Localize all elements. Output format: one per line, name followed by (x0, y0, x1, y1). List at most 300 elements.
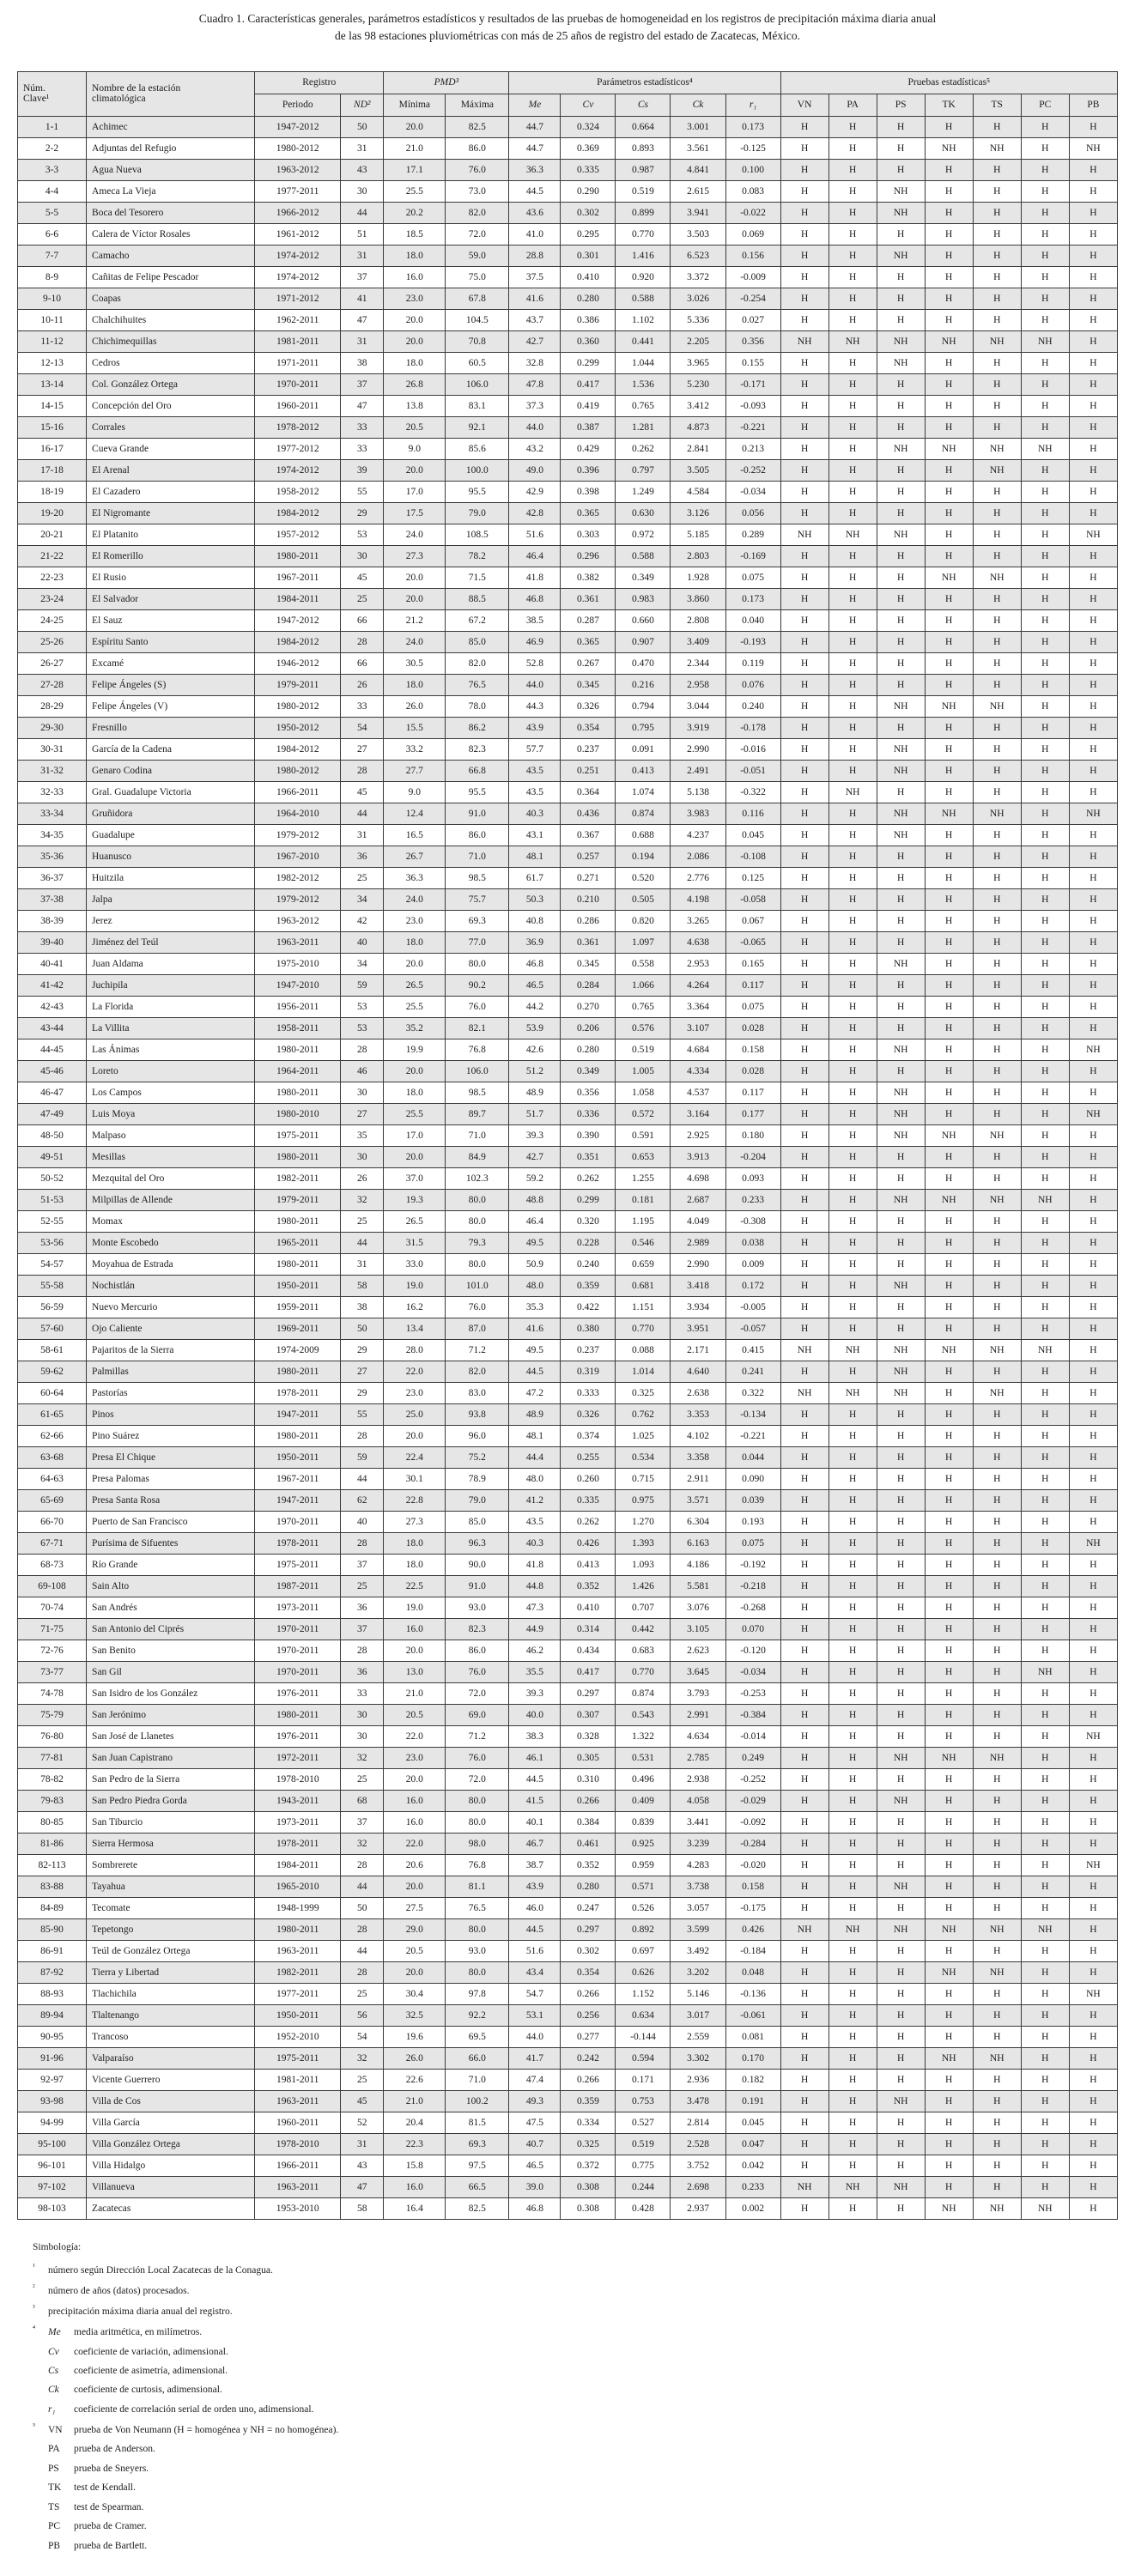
ck-cell: 3.752 (671, 2155, 725, 2176)
vn-result-cell: H (780, 2069, 828, 2090)
cv-cell: 0.296 (561, 545, 616, 567)
periodo-cell: 1974-2012 (255, 245, 341, 266)
vn-result-cell: H (780, 1446, 828, 1468)
periodo-cell: 1965-2010 (255, 1876, 341, 1897)
ts-result-cell: H (973, 416, 1021, 438)
tk-result-cell: H (925, 116, 973, 137)
nd-cell: 40 (341, 1511, 384, 1532)
table-row (18, 888, 1118, 910)
station-clave-cell: 48-50 (18, 1124, 87, 1146)
station-clave-cell: 81-86 (18, 1833, 87, 1854)
cv-cell: 0.359 (561, 1275, 616, 1296)
pa-result-cell: H (828, 1124, 877, 1146)
cs-cell: 0.470 (616, 652, 671, 674)
periodo-cell: 1980-2011 (255, 1918, 341, 1940)
vn-result-cell: H (780, 1425, 828, 1446)
station-name-cell: Zacatecas (87, 2197, 255, 2219)
vn-result-cell: H (780, 1768, 828, 1790)
vn-result-cell: H (780, 1039, 828, 1060)
periodo-cell: 1974-2012 (255, 459, 341, 481)
cv-cell: 0.305 (561, 1747, 616, 1768)
pc-result-cell: H (1021, 1897, 1069, 1918)
pmd-minima-cell: 17.0 (384, 1124, 446, 1146)
station-name-cell: San Pedro Piedra Gorda (87, 1790, 255, 1811)
vn-result-cell: H (780, 1253, 828, 1275)
cv-cell: 0.461 (561, 1833, 616, 1854)
footnote-line (33, 2280, 1118, 2300)
me-cell: 50.9 (509, 1253, 561, 1275)
tk-result-cell: H (925, 1768, 973, 1790)
station-name-cell: El Platanito (87, 524, 255, 545)
tk-result-cell: H (925, 1039, 973, 1060)
periodo-cell: 1947-2011 (255, 1403, 341, 1425)
vn-result-cell: H (780, 545, 828, 567)
ts-result-cell: NH (973, 330, 1021, 352)
periodo-cell: 1980-2011 (255, 1039, 341, 1060)
footnote-text: número según Dirección Local Zacatecas de la Conagua. (48, 2264, 273, 2276)
ps-result-cell: H (877, 1725, 925, 1747)
pb-result-cell: H (1069, 1339, 1117, 1361)
pc-result-cell: H (1021, 996, 1069, 1017)
station-clave-cell: 64-63 (18, 1468, 87, 1489)
pb-result-cell: H (1069, 1768, 1117, 1790)
ps-result-cell: H (877, 974, 925, 996)
ck-cell: 2.937 (671, 2197, 725, 2219)
pa-result-cell: H (828, 974, 877, 996)
station-name-cell: San Benito (87, 1640, 255, 1661)
pb-result-cell: H (1069, 502, 1117, 524)
vn-result-cell: H (780, 1232, 828, 1253)
table-row (18, 2197, 1118, 2219)
nd-cell: 31 (341, 330, 384, 352)
ck-cell: 3.571 (671, 1489, 725, 1511)
footnote-line (33, 2537, 1118, 2555)
ts-result-cell: H (973, 1983, 1021, 2004)
pb-result-cell: NH (1069, 1854, 1117, 1876)
ts-result-cell: H (973, 1146, 1021, 1167)
table-row (18, 1575, 1118, 1597)
ts-result-cell: H (973, 1060, 1021, 1082)
tk-result-cell: H (925, 1854, 973, 1876)
pmd-maxima-cell: 66.0 (446, 2047, 509, 2069)
me-cell: 41.5 (509, 1790, 561, 1811)
ck-cell: 3.107 (671, 1017, 725, 1039)
station-clave-cell: 37-38 (18, 888, 87, 910)
nd-cell: 47 (341, 395, 384, 416)
header-nd: ND² (341, 94, 384, 116)
me-cell: 49.5 (509, 1339, 561, 1361)
ck-cell: 2.528 (671, 2133, 725, 2155)
tk-result-cell: NH (925, 1124, 973, 1146)
ps-result-cell: NH (877, 1876, 925, 1897)
cv-cell: 0.374 (561, 1425, 616, 1446)
me-cell: 46.2 (509, 1640, 561, 1661)
station-clave-cell: 15-16 (18, 416, 87, 438)
station-clave-cell: 60-64 (18, 1382, 87, 1403)
vn-result-cell: H (780, 1103, 828, 1124)
r1-cell: 0.155 (725, 352, 780, 373)
me-cell: 48.1 (509, 1425, 561, 1446)
pc-result-cell: H (1021, 481, 1069, 502)
pmd-minima-cell: 25.5 (384, 996, 446, 1017)
station-name-cell: Los Campos (87, 1082, 255, 1103)
pmd-maxima-cell: 71.0 (446, 1124, 509, 1146)
pc-result-cell: H (1021, 1790, 1069, 1811)
me-cell: 46.8 (509, 588, 561, 609)
pmd-minima-cell: 20.0 (384, 459, 446, 481)
station-name-cell: Pino Suárez (87, 1425, 255, 1446)
cs-cell: 0.626 (616, 1961, 671, 1983)
periodo-cell: 1965-2011 (255, 1232, 341, 1253)
footnotes-heading: Simbología: (33, 2241, 82, 2252)
footnotes-section (17, 2242, 1118, 2555)
station-clave-cell: 82-113 (18, 1854, 87, 1876)
pmd-maxima-cell: 60.5 (446, 352, 509, 373)
pb-result-cell: H (1069, 609, 1117, 631)
cv-cell: 0.260 (561, 1468, 616, 1489)
station-clave-cell: 71-75 (18, 1618, 87, 1640)
nd-cell: 66 (341, 609, 384, 631)
station-name-cell: Villanueva (87, 2176, 255, 2197)
pb-result-cell: H (1069, 846, 1117, 867)
header-pa: PA (828, 94, 877, 116)
r1-cell: 0.289 (725, 524, 780, 545)
pmd-minima-cell: 18.5 (384, 223, 446, 245)
tk-result-cell: H (925, 609, 973, 631)
ps-result-cell: H (877, 502, 925, 524)
periodo-cell: 1956-2011 (255, 996, 341, 1017)
r1-cell: 0.038 (725, 1232, 780, 1253)
cs-cell: 0.572 (616, 1103, 671, 1124)
me-cell: 42.7 (509, 330, 561, 352)
cs-cell: 1.097 (616, 931, 671, 953)
nd-cell: 68 (341, 1790, 384, 1811)
tk-result-cell: H (925, 588, 973, 609)
me-cell: 48.8 (509, 1189, 561, 1210)
table-row (18, 395, 1118, 416)
cs-cell: 0.442 (616, 1618, 671, 1640)
pb-result-cell: H (1069, 1575, 1117, 1597)
ts-result-cell: H (973, 2133, 1021, 2155)
nd-cell: 30 (341, 180, 384, 202)
cs-cell: 0.527 (616, 2112, 671, 2133)
pmd-minima-cell: 20.0 (384, 330, 446, 352)
station-name-cell: Villa Hidalgo (87, 2155, 255, 2176)
nd-cell: 53 (341, 996, 384, 1017)
ck-cell: 3.353 (671, 1403, 725, 1425)
cv-cell: 0.267 (561, 652, 616, 674)
cv-cell: 0.326 (561, 695, 616, 717)
pa-result-cell: H (828, 1060, 877, 1082)
table-row (18, 1790, 1118, 1811)
table-row (18, 609, 1118, 631)
cs-cell: 0.899 (616, 202, 671, 223)
ts-result-cell: H (973, 2026, 1021, 2047)
periodo-cell: 1964-2010 (255, 803, 341, 824)
ck-cell: 2.953 (671, 953, 725, 974)
cs-cell: 0.653 (616, 1146, 671, 1167)
pmd-minima-cell: 22.6 (384, 2069, 446, 2090)
station-clave-cell: 70-74 (18, 1597, 87, 1618)
cv-cell: 0.384 (561, 1811, 616, 1833)
pa-result-cell: H (828, 2112, 877, 2133)
pmd-maxima-cell: 82.5 (446, 116, 509, 137)
nd-cell: 32 (341, 2047, 384, 2069)
station-clave-cell: 7-7 (18, 245, 87, 266)
tk-result-cell: H (925, 352, 973, 373)
periodo-cell: 1980-2011 (255, 1361, 341, 1382)
ck-cell: 2.808 (671, 609, 725, 631)
station-name-cell: Cedros (87, 352, 255, 373)
pc-result-cell: H (1021, 2176, 1069, 2197)
pa-result-cell: H (828, 738, 877, 760)
nd-cell: 28 (341, 1532, 384, 1554)
ps-result-cell: H (877, 223, 925, 245)
cs-cell: 1.066 (616, 974, 671, 996)
cv-cell: 0.349 (561, 1060, 616, 1082)
ck-cell: 3.239 (671, 1833, 725, 1854)
me-cell: 42.8 (509, 502, 561, 524)
cv-cell: 0.351 (561, 1146, 616, 1167)
ts-result-cell: NH (973, 2047, 1021, 2069)
pb-result-cell: H (1069, 674, 1117, 695)
nd-cell: 28 (341, 1854, 384, 1876)
cv-cell: 0.390 (561, 1124, 616, 1146)
nd-cell: 29 (341, 1382, 384, 1403)
pc-result-cell: H (1021, 1704, 1069, 1725)
pmd-maxima-cell: 101.0 (446, 1275, 509, 1296)
tk-result-cell: H (925, 373, 973, 395)
table-row (18, 116, 1118, 137)
station-name-cell: San Tiburcio (87, 1811, 255, 1833)
ts-result-cell: H (973, 931, 1021, 953)
pmd-maxima-cell: 76.8 (446, 1039, 509, 1060)
periodo-cell: 1977-2011 (255, 1983, 341, 2004)
cv-cell: 0.299 (561, 1189, 616, 1210)
vn-result-cell: H (780, 1532, 828, 1554)
ck-cell: 6.304 (671, 1511, 725, 1532)
table-row (18, 1983, 1118, 2004)
cv-cell: 0.319 (561, 1361, 616, 1382)
pmd-minima-cell: 20.0 (384, 1961, 446, 1983)
vn-result-cell: H (780, 223, 828, 245)
station-name-cell: Trancoso (87, 2026, 255, 2047)
pc-result-cell: H (1021, 1940, 1069, 1961)
pc-result-cell: H (1021, 1361, 1069, 1382)
me-cell: 43.2 (509, 438, 561, 459)
table-row (18, 438, 1118, 459)
pb-result-cell: H (1069, 1082, 1117, 1103)
pmd-maxima-cell: 100.2 (446, 2090, 509, 2112)
pc-result-cell: H (1021, 1983, 1069, 2004)
cs-cell: 1.249 (616, 481, 671, 502)
periodo-cell: 1977-2012 (255, 438, 341, 459)
ts-result-cell: H (973, 1082, 1021, 1103)
ck-cell: 4.638 (671, 931, 725, 953)
pmd-minima-cell: 26.5 (384, 1210, 446, 1232)
pc-result-cell: H (1021, 1318, 1069, 1339)
pmd-minima-cell: 22.0 (384, 1833, 446, 1854)
header-cv: Cv (561, 94, 616, 116)
pc-result-cell: H (1021, 545, 1069, 567)
ps-result-cell: NH (877, 695, 925, 717)
cv-cell: 0.299 (561, 352, 616, 373)
me-cell: 38.7 (509, 1854, 561, 1876)
station-name-cell: Ojo Caliente (87, 1318, 255, 1339)
vn-result-cell: H (780, 1704, 828, 1725)
periodo-cell: 1948-1999 (255, 1897, 341, 1918)
vn-result-cell: H (780, 137, 828, 159)
cs-cell: 0.534 (616, 1446, 671, 1468)
ck-cell: 4.841 (671, 159, 725, 180)
pc-result-cell: H (1021, 846, 1069, 867)
cv-cell: 0.386 (561, 309, 616, 330)
footnote-abbr: TS (48, 2501, 60, 2512)
pc-result-cell: H (1021, 1382, 1069, 1403)
vn-result-cell: H (780, 1811, 828, 1833)
cs-cell: 0.262 (616, 438, 671, 459)
me-cell: 41.7 (509, 2047, 561, 2069)
tk-result-cell: H (925, 416, 973, 438)
vn-result-cell: H (780, 695, 828, 717)
periodo-cell: 1974-2009 (255, 1339, 341, 1361)
pb-result-cell: H (1069, 588, 1117, 609)
station-clave-cell: 49-51 (18, 1146, 87, 1167)
r1-cell: 0.075 (725, 1532, 780, 1554)
cv-cell: 0.367 (561, 824, 616, 846)
footnote-abbr: TK (48, 2482, 62, 2494)
footnote-line (33, 2478, 1118, 2497)
pa-result-cell: H (828, 2090, 877, 2112)
footnote-marker: ¹ (33, 2261, 35, 2270)
table-row (18, 1017, 1118, 1039)
pb-result-cell: H (1069, 1511, 1117, 1532)
ck-cell: 3.941 (671, 202, 725, 223)
ps-result-cell: H (877, 1167, 925, 1189)
footnote-text: coeficiente de asimetría, adimensional. (74, 2365, 228, 2376)
footnote-abbr: r₁ (48, 2403, 56, 2415)
ps-result-cell: NH (877, 760, 925, 781)
ck-cell: 3.738 (671, 1876, 725, 1897)
station-name-cell: Tayahua (87, 1876, 255, 1897)
nd-cell: 47 (341, 309, 384, 330)
tk-result-cell: H (925, 1489, 973, 1511)
cs-cell: 1.014 (616, 1361, 671, 1382)
cs-cell: 0.770 (616, 223, 671, 245)
nd-cell: 33 (341, 416, 384, 438)
table-row (18, 1640, 1118, 1661)
pc-result-cell: H (1021, 1747, 1069, 1768)
ts-result-cell: NH (973, 1382, 1021, 1403)
table-row (18, 1747, 1118, 1768)
pmd-maxima-cell: 98.5 (446, 1082, 509, 1103)
cs-cell: 0.765 (616, 996, 671, 1017)
station-clave-cell: 91-96 (18, 2047, 87, 2069)
periodo-cell: 1971-2012 (255, 288, 341, 309)
ts-result-cell: H (973, 974, 1021, 996)
pmd-minima-cell: 21.2 (384, 609, 446, 631)
pmd-maxima-cell: 76.5 (446, 674, 509, 695)
station-clave-cell: 14-15 (18, 395, 87, 416)
station-name-cell: Coapas (87, 288, 255, 309)
cv-cell: 0.372 (561, 2155, 616, 2176)
cs-cell: 0.972 (616, 524, 671, 545)
pmd-maxima-cell: 76.0 (446, 996, 509, 1017)
pb-result-cell: H (1069, 438, 1117, 459)
tk-result-cell: NH (925, 2197, 973, 2219)
ts-result-cell: NH (973, 1189, 1021, 1210)
station-rows (18, 116, 1118, 2219)
table-row (18, 2004, 1118, 2026)
tk-result-cell: NH (925, 695, 973, 717)
cs-cell: 1.025 (616, 1425, 671, 1446)
ts-result-cell: H (973, 545, 1021, 567)
tk-result-cell: H (925, 1575, 973, 1597)
r1-cell: 0.028 (725, 1060, 780, 1082)
pc-result-cell: H (1021, 1060, 1069, 1082)
ps-result-cell: NH (877, 1124, 925, 1146)
vn-result-cell: H (780, 1146, 828, 1167)
ps-result-cell: H (877, 910, 925, 931)
footnote-line (33, 2321, 1118, 2342)
periodo-cell: 1979-2011 (255, 1189, 341, 1210)
station-clave-cell: 93-98 (18, 2090, 87, 2112)
station-clave-cell: 2-2 (18, 137, 87, 159)
r1-cell: -0.178 (725, 717, 780, 738)
pmd-maxima-cell: 86.0 (446, 137, 509, 159)
pmd-minima-cell: 19.0 (384, 1275, 446, 1296)
ps-result-cell: H (877, 159, 925, 180)
table-row (18, 588, 1118, 609)
pa-result-cell: H (828, 2026, 877, 2047)
pmd-minima-cell: 26.8 (384, 373, 446, 395)
r1-cell: -0.308 (725, 1210, 780, 1232)
pmd-minima-cell: 29.0 (384, 1918, 446, 1940)
r1-cell: -0.184 (725, 1940, 780, 1961)
tk-result-cell: H (925, 1446, 973, 1468)
ps-result-cell: H (877, 1640, 925, 1661)
ck-cell: 3.076 (671, 1597, 725, 1618)
vn-result-cell: H (780, 2026, 828, 2047)
ps-result-cell: NH (877, 1082, 925, 1103)
pa-result-cell: H (828, 202, 877, 223)
pa-result-cell: H (828, 502, 877, 524)
cs-cell: 0.697 (616, 1940, 671, 1961)
ts-result-cell: NH (973, 1339, 1021, 1361)
pmd-maxima-cell: 82.0 (446, 202, 509, 223)
me-cell: 46.9 (509, 631, 561, 652)
table-row (18, 1361, 1118, 1382)
ck-cell: 4.102 (671, 1425, 725, 1446)
ck-cell: 2.938 (671, 1768, 725, 1790)
station-name-cell: Monte Escobedo (87, 1232, 255, 1253)
pa-result-cell: NH (828, 1339, 877, 1361)
ck-cell: 4.684 (671, 1039, 725, 1060)
pa-result-cell: NH (828, 1918, 877, 1940)
footnote-text: prueba de Cramer. (74, 2521, 147, 2532)
station-name-cell: Sombrerete (87, 1854, 255, 1876)
me-cell: 49.5 (509, 1232, 561, 1253)
pc-result-cell: H (1021, 1618, 1069, 1640)
pc-result-cell: H (1021, 867, 1069, 888)
pa-result-cell: H (828, 1575, 877, 1597)
ck-cell: 4.698 (671, 1167, 725, 1189)
pmd-maxima-cell: 76.8 (446, 1854, 509, 1876)
station-clave-cell: 12-13 (18, 352, 87, 373)
pmd-maxima-cell: 69.3 (446, 910, 509, 931)
periodo-cell: 1961-2012 (255, 223, 341, 245)
r1-cell: -0.322 (725, 781, 780, 803)
